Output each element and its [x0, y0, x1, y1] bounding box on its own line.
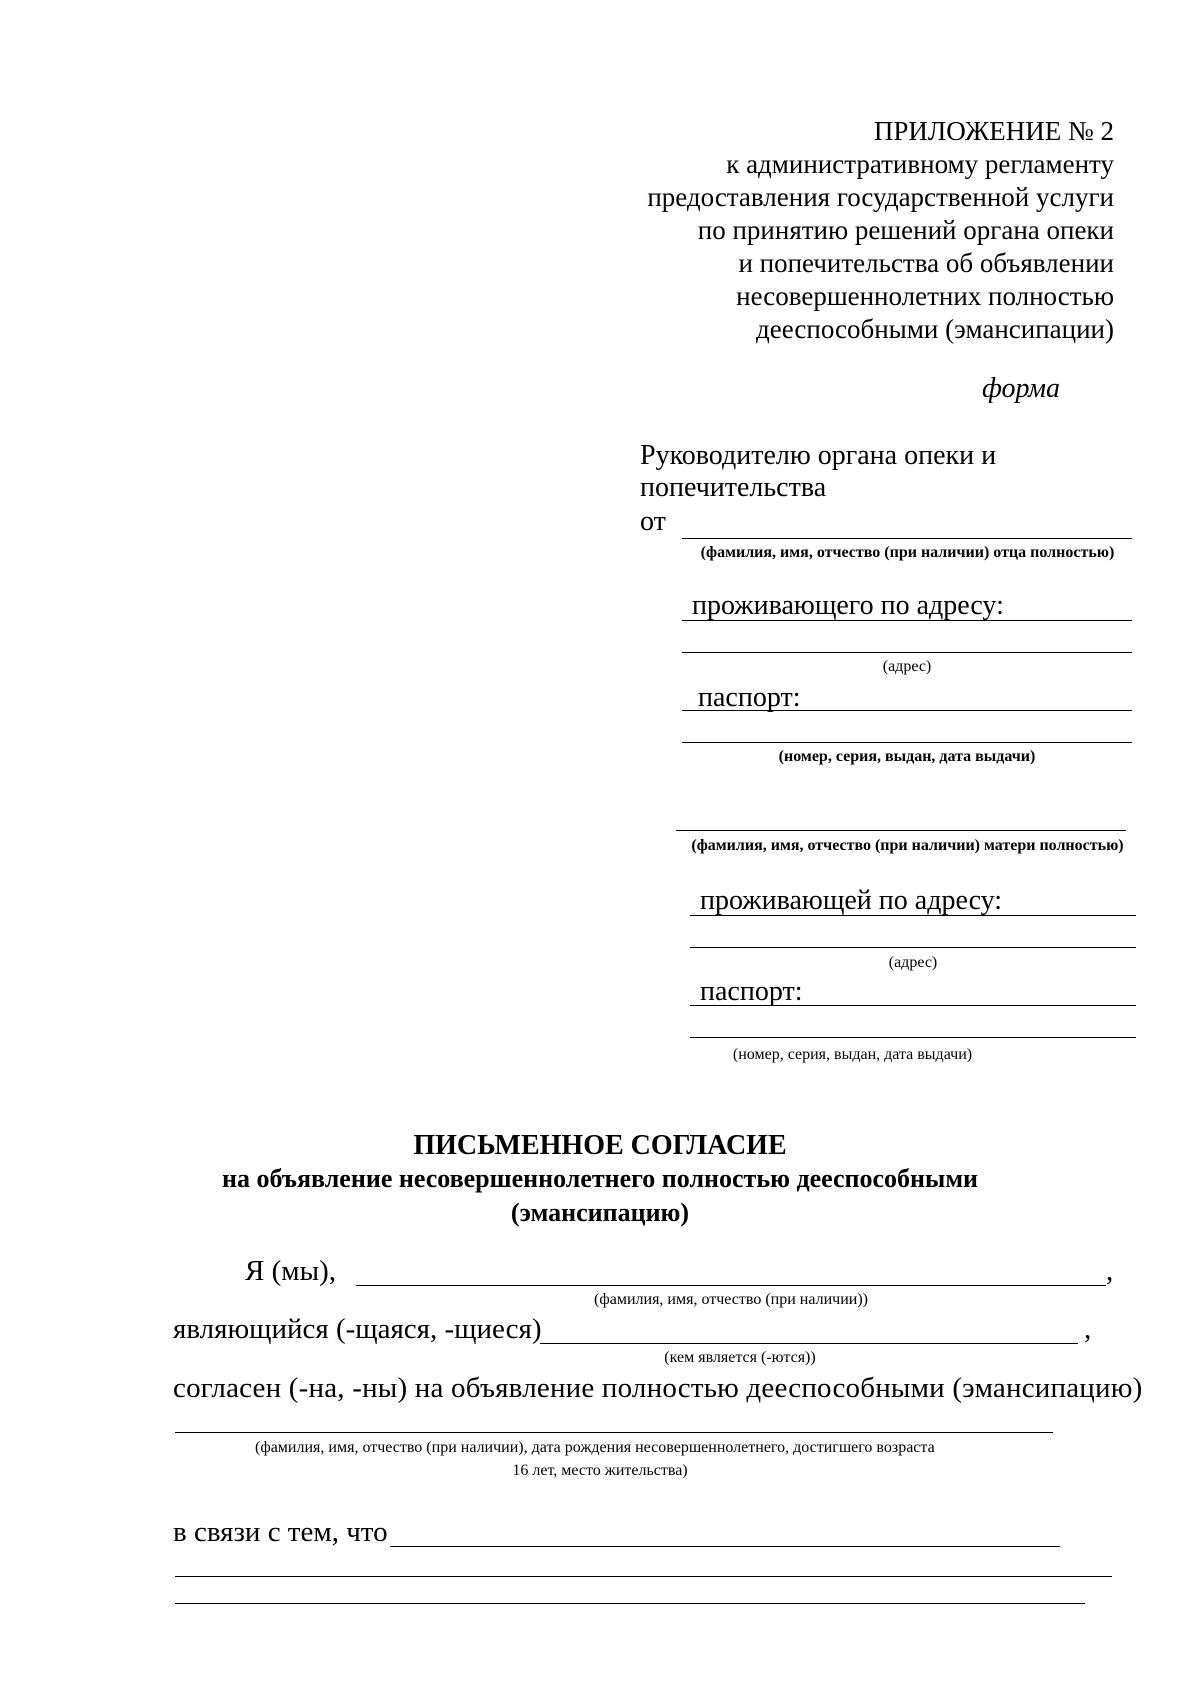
- minor-caption: (фамилия, имя, отчество (при наличии), дата рождения несовершеннолетнего, достигшего возраста: [255, 1439, 935, 1456]
- annex-line: несовершеннолетних полностью: [736, 281, 1114, 311]
- father-fio-caption: (фамилия, имя, отчество (при наличии) отца полностью): [700, 544, 1115, 561]
- father-address-label: проживающего по адресу:: [692, 590, 1004, 621]
- annex-line: и попечительства об объявлении: [738, 248, 1114, 278]
- fio-caption: (фамилия, имя, отчество (при наличии)): [594, 1291, 868, 1308]
- fio-field[interactable]: [356, 1285, 1106, 1286]
- mother-passport-field[interactable]: [690, 1005, 1136, 1006]
- father-address-caption: (адрес): [882, 658, 932, 675]
- reason-field-3[interactable]: [175, 1603, 1085, 1604]
- reason-field[interactable]: [390, 1546, 1060, 1547]
- comma: ,: [1106, 1255, 1114, 1287]
- father-fio-field[interactable]: [682, 538, 1132, 539]
- document-subtitle: (эмансипацию): [510, 1198, 690, 1227]
- form-label: форма: [982, 373, 1060, 404]
- mother-address-field-2[interactable]: [690, 947, 1136, 948]
- addressee-line: попечительства: [640, 472, 827, 503]
- mother-passport-field-2[interactable]: [690, 1037, 1136, 1038]
- document-subtitle: на объявление несовершеннолетнего полностью дееспособными: [221, 1164, 979, 1193]
- annex-title: ПРИЛОЖЕНИЕ № 2: [873, 116, 1114, 146]
- annex-line: по принятию решений органа опеки: [697, 215, 1114, 245]
- mother-passport-caption: (номер, серия, выдан, дата выдачи): [732, 1046, 973, 1063]
- father-address-field-2[interactable]: [682, 652, 1132, 653]
- comma: ,: [1084, 1313, 1092, 1345]
- mother-address-caption: (адрес): [888, 954, 938, 971]
- father-passport-field-2[interactable]: [682, 742, 1132, 743]
- who-field[interactable]: [540, 1343, 1078, 1344]
- annex-line: дееспособными (эмансипации): [756, 314, 1114, 344]
- we-label: Я (мы),: [245, 1255, 336, 1287]
- mother-address-field[interactable]: [690, 915, 1136, 916]
- minor-caption: 16 лет, место жительства): [512, 1462, 688, 1479]
- father-passport-caption: (номер, серия, выдан, дата выдачи): [778, 748, 1036, 765]
- father-address-field[interactable]: [682, 620, 1132, 621]
- mother-passport-label: паспорт:: [700, 976, 803, 1007]
- being-label: являющийся (-щаяся, -щиеся): [173, 1313, 542, 1345]
- annex-line: к административному регламенту: [726, 149, 1114, 179]
- document-title: ПИСЬМЕННОЕ СОГЛАСИЕ: [413, 1130, 787, 1161]
- mother-fio-caption: (фамилия, имя, отчество (при наличии) матери полностью): [691, 837, 1124, 854]
- annex-line: предоставления государственной услуги: [647, 182, 1114, 212]
- because-label: в связи с тем, что: [173, 1516, 388, 1548]
- father-passport-label: паспорт:: [698, 682, 801, 713]
- mother-address-label: проживающей по адресу:: [700, 885, 1003, 916]
- agree-text: согласен (-на, -ны) на объявление полностью дееспособными (эмансипацию): [173, 1372, 1143, 1404]
- addressee-line: Руководителю органа опеки и: [640, 440, 997, 471]
- minor-field[interactable]: [175, 1432, 1053, 1433]
- from-label: от: [640, 506, 666, 537]
- who-caption: (кем является (-ются)): [664, 1349, 816, 1366]
- mother-fio-field[interactable]: [676, 830, 1126, 831]
- father-passport-field[interactable]: [682, 710, 1132, 711]
- reason-field-2[interactable]: [175, 1576, 1112, 1577]
